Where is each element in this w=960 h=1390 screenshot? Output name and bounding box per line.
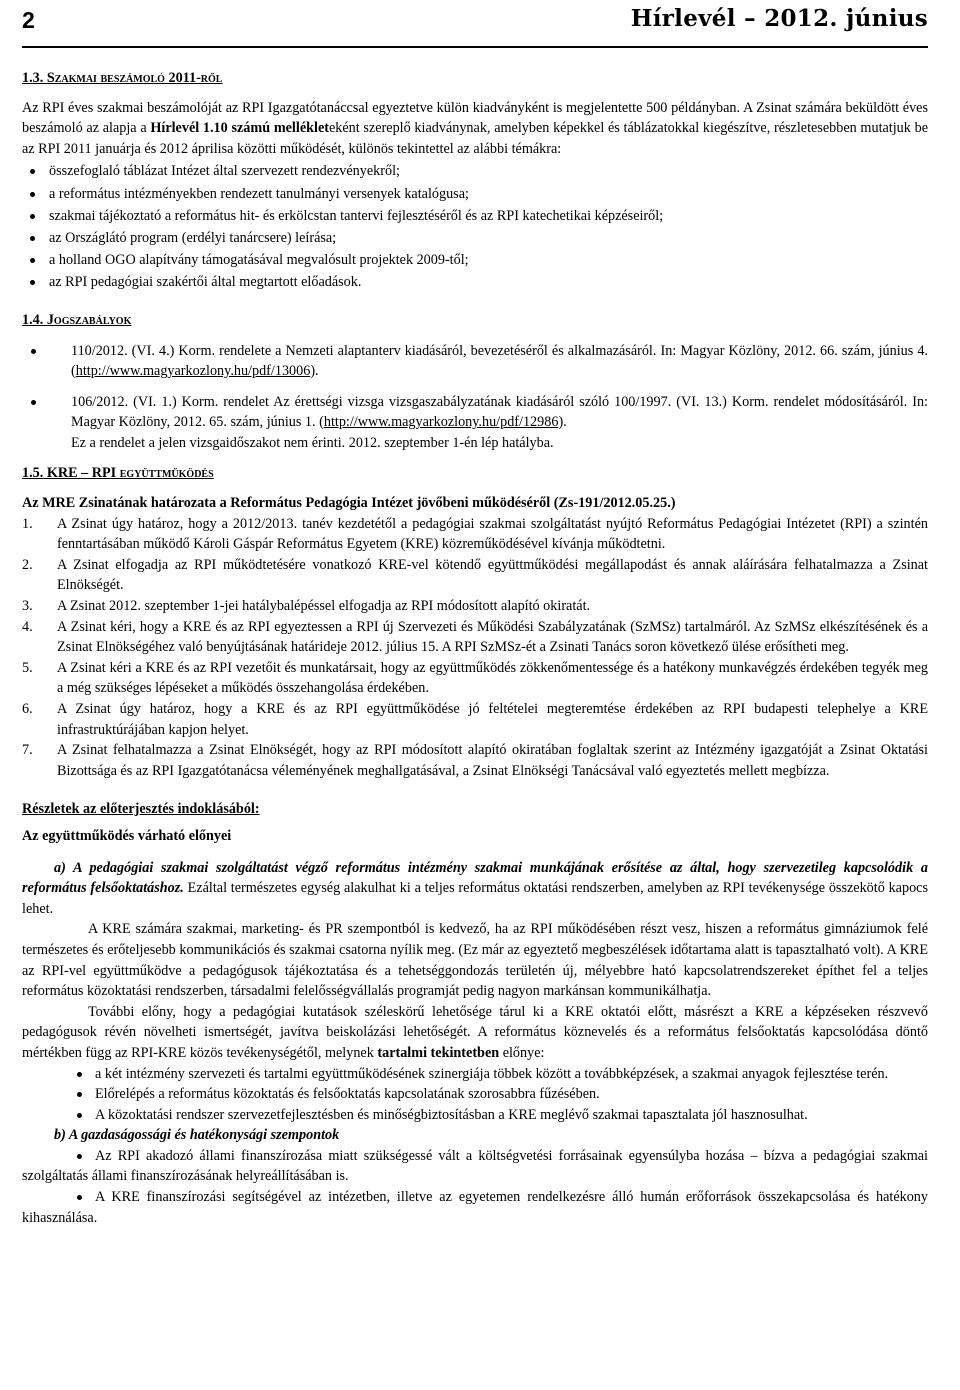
resolution-points bbox=[22, 514, 928, 782]
page-number: 2 bbox=[22, 7, 35, 33]
newsletter-title: Hírlevél – 2012. június bbox=[630, 5, 928, 32]
benefits-heading: Az együttműködés várható előnyei bbox=[22, 827, 232, 844]
list-item: 7. A Zsinat felhatalmazza a Zsinat Elnökségét, hogy az RPI módosított alapító okiratában foglaltak szerint az Intézmény igazgatóját a Zsinat Oktatási Bizottsága és az RPI Igazgatótanácsa véleményének meghallgatásával, a Zsinat Elnökségi Tanácsával való egyeztetés mellett megbízza. bbox=[22, 742, 928, 779]
list-item: az RPI pedagógiai szakértői által megtartott előadások. bbox=[22, 272, 928, 293]
list-item: a református intézményekben rendezett tanulmányi versenyek katalógusa; bbox=[22, 184, 928, 205]
list-item: A KRE finanszírozási segítségével az intézetben, illetve az egyetemen rendelkezésre álló humán erőforrások összekapcsolása és hatékony kihasználása. bbox=[22, 1189, 928, 1226]
list-item: 6. A Zsinat úgy határoz, hogy a KRE és az RPI együttműködése jó feltételei megteremtése érdekében az RPI budapesti telephelye a KRE infrastruktúrájában kapjon helyet. bbox=[22, 701, 928, 738]
list-item: 4. A Zsinat kéri, hogy a KRE és az RPI egyeztessen a RPI új Szervezeti és Működési Szabályzatának (SzMSz) tartalmáról. Az SzMSz elkészítésének és a Zsinat Elnökségéhez való benyújtásának határideje 2012. július 15. A RPI SzMSz-ét a Zsinati Tanács soron következő ülése erősítheti meg. bbox=[22, 618, 928, 656]
section-1-4-list bbox=[22, 341, 928, 454]
link-13006[interactable]: http://www.magyarkozlony.hu/pdf/13006 bbox=[75, 363, 311, 380]
paragraph-further: További előny, hogy a pedagógiai kutatások széleskörű lehetősége tárul ki a KRE oktatói előtt, másrészt a KRE a képzéseken részvevő pedagógusok révén növelheti ismertségét, javítva beiskolázási lehetőségét. A református köznevelés és a református felsőoktatás kapcsolódása döntő mértékben függ az RPI-KRE közös tevékenységétől, melynek tartalmi tekintetben előnye: bbox=[22, 1003, 928, 1061]
list-item: 106/2012. (VI. 1.) Korm. rendelet Az érettségi vizsga vizsgaszabályzatának kiadásáról szóló 100/1997. (VI. 13.) Korm. rendelet módosításáról. In: Magyar Közlöny, 2012. 65. szám, június 1. (http://www.magyarkozlony.hu/pdf/12986). Ez a rendelet a jelen vizsgaidőszakot nem érinti. 2012. szeptember 1-én lép hatályba. bbox=[22, 392, 928, 454]
list-item: a holland OGO alapítvány támogatásával megvalósult projektek 2009-től; bbox=[22, 250, 928, 271]
point-b-heading: b) A gazdaságossági és hatékonysági szempontok bbox=[54, 1127, 340, 1144]
details-heading: Részletek az előterjesztés indoklásából: bbox=[22, 801, 260, 818]
resolution-title: Az MRE Zsinatának határozata a Református Pedagógia Intézet jövőbeni működéséről (Zs-191/2012.05.25.) bbox=[22, 495, 676, 512]
point-a: a) A pedagógiai szakmai szolgáltatást végző református intézmény szakmai munkájának erősítése az által, hogy szervezetileg kapcsolódik a református felsőoktatáshoz. Ezáltal természetes egység alakulhat ki a teljes református oktatási rendszerben, amelyben az RPI tevékenysége összekötő kapocs lehet. bbox=[22, 859, 928, 917]
list-item: 1. A Zsinat úgy határoz, hogy a 2012/2013. tanév kezdetétől a pedagógiai szakmai szolgáltatást nyújtó Református Pedagógiai Intézetet (RPI) a szintén fenntartásában működő Károli Gáspár Református Egyetem (KRE) közreműködésével kívánja működtetni. bbox=[22, 515, 928, 553]
list-item: a két intézmény szervezeti és tartalmi együttműködésének szinergiája többek között a továbbképzések, a szakmai anyagok fejlesztése terén. bbox=[22, 1064, 928, 1085]
benefit-list bbox=[22, 1064, 928, 1126]
document-page bbox=[22, 0, 928, 1228]
section-1-5-heading: 1.5. KRE – RPI együttműködés bbox=[22, 465, 214, 482]
list-item: Az RPI akadozó állami finanszírozása miatt szükségessé vált a költségvetési forrásainak egyensúlyba hozása – bízva a pedagógiai szakmai szolgáltatás állami finanszírozásának helyreállításában is. bbox=[22, 1147, 928, 1185]
list-item: szakmai tájékoztató a református hit- és erkölcstan tantervi fejlesztéséről és az RPI katechetikai képzéseiről; bbox=[22, 206, 928, 227]
link-12986[interactable]: http://www.magyarkozlony.hu/pdf/12986 bbox=[323, 414, 559, 431]
section-1-3-intro: Az RPI éves szakmai beszámolóját az RPI Igazgatótanáccsal egyeztetve külön kiadványként is megjelentette 500 példányban. A Zsinat számára beküldött éves beszámoló az alapja a Hírlevél 1.10 számú mellékleteként szereplő kiadványnak, amelyben képekkel és táblázatokkal kiegészítve, részletesebben mutatjuk be az RPI 2011 januárja és 2012 áprilisa közötti működését, különös tekintettel az alábbi témákra: bbox=[22, 99, 928, 157]
section-1-4-heading: 1.4. Jogszabályok bbox=[22, 311, 132, 328]
economy-list bbox=[22, 1146, 928, 1228]
list-item: Előrelépés a református közoktatás és felsőoktatás kapcsolatának szorosabbra fűzésében. bbox=[22, 1084, 928, 1105]
page-header bbox=[22, 0, 928, 48]
list-item: az Országlátó program (erdélyi tanárcsere) leírása; bbox=[22, 228, 928, 249]
paragraph-kre: A KRE számára szakmai, marketing- és PR szempontból is kedvező, ha az RPI működésében részt vesz, hiszen a református gimnáziumok felé természetes és erőteljesebb kommunikációs és szakmai csatorna nyílik meg. (Ez már az egyeztető megbeszélések időtartama alatt is tapasztalható volt). A KRE az RPI-vel együttműködve a pedagógusok tájékoztatása és a tehetséggondozás területén új, mélyebbre ható kapcsolatrendszereket építhet fel a teljes református közoktatási rendszerben, társadalmi felelősségvállalás programját pedig nagyon markánsan kommunikálhatja. bbox=[22, 921, 928, 1000]
section-1-3-heading: 1.3. Szakmai beszámoló 2011-ről bbox=[22, 70, 223, 86]
list-item: 5. A Zsinat kéri a KRE és az RPI vezetőit és munkatársait, hogy az együttműködés zökkenőmentessége és a hatékony munkavégzés érdekében tegyék meg a még szükséges lépéseket a működés összehangolása érdekében. bbox=[22, 659, 928, 697]
list-item: 110/2012. (VI. 4.) Korm. rendelete a Nemzeti alaptanterv kiadásáról, bevezetéséről és alkalmazásáról. In: Magyar Közlöny, 2012. 66. szám, június 4. (http://www.magyarkozlony.hu/pdf/13006). bbox=[22, 341, 928, 382]
list-item: A közoktatási rendszer szervezetfejlesztésben és minőségbiztosításban a KRE meglévő szakmai tapasztalata jól hasznosulhat. bbox=[22, 1105, 928, 1126]
list-item: összefoglaló táblázat Intézet által szervezett rendezvényekről; bbox=[22, 161, 928, 182]
list-item: 2. A Zsinat elfogadja az RPI működtetésére vonatkozó KRE-vel kötendő együttműködési megállapodást és annak aláírására felhatalmazza a Zsinat Elnökségét. bbox=[22, 556, 928, 594]
section-1-3-list bbox=[22, 161, 928, 293]
list-item: 3. A Zsinat 2012. szeptember 1-jei hatálybalépéssel elfogadja az RPI módosított alapító okiratát. bbox=[22, 598, 591, 615]
